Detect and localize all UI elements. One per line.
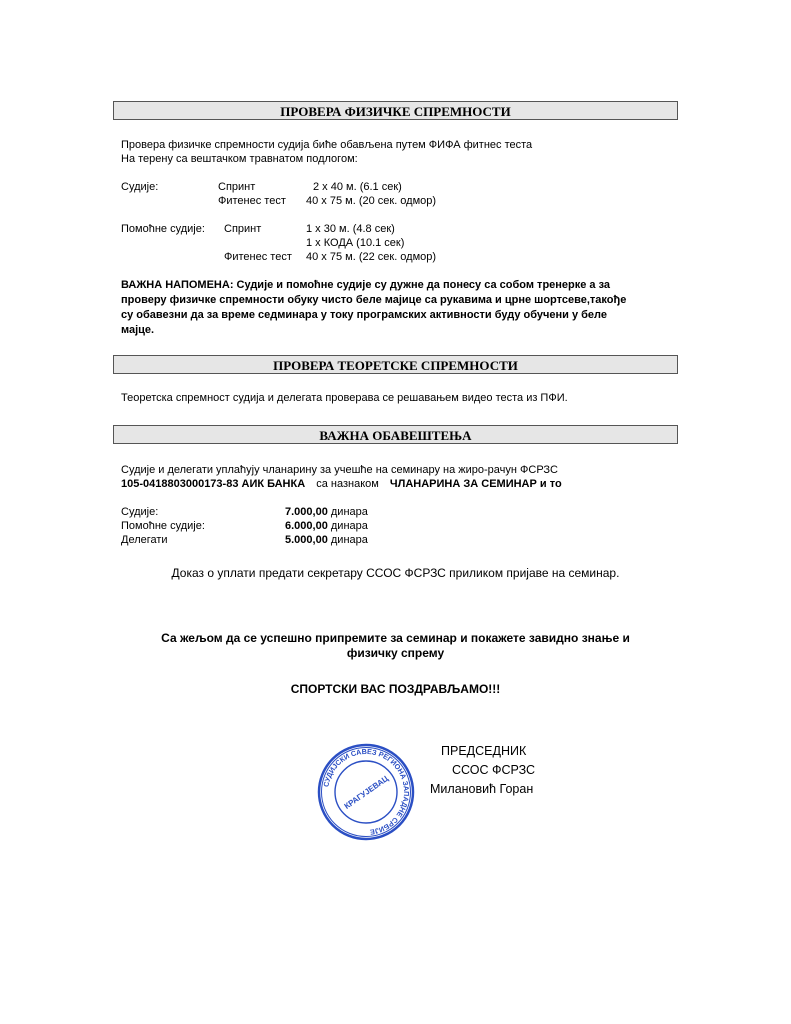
important-note-line3: су обавезни да за време седминара у току програмских активности буду обучени у беле (121, 309, 608, 321)
important-note-line2: проверу физичке спремности обуку чисто беле мајице са рукавима и црне шортсеве,такође (121, 294, 627, 306)
closing-wish-line1: Са жељом да се успешно припремите за семинар и покажете завидно знање и (161, 631, 630, 645)
fee-currency-assistants: динара (330, 520, 368, 532)
ref-sprint-value: 2 х 40 м. (6.1 сек) (313, 181, 402, 193)
asst-sprint-name: Спринт (224, 223, 262, 235)
ref-fitness-value: 40 х 75 м. (20 сек. одмор) (306, 195, 437, 207)
fee-row-assistants (285, 520, 368, 532)
ref-sprint-name: Спринт (218, 181, 256, 193)
fee-label-referees: Судије: (121, 506, 159, 518)
fee-amount-assistants: 6.000,00 (285, 520, 328, 532)
fee-row-referees (285, 506, 368, 518)
notices-heading: ВАЖНА ОБАВЕШТЕЊА (113, 425, 678, 444)
asst-fitness-name: Фитенес тест (224, 251, 292, 263)
fee-amount-referees: 7.000,00 (285, 506, 328, 518)
important-note-line1: ВАЖНА НАПОМЕНА: Судије и помоћне судије су дужне да понесу са собом тренерке а за (121, 279, 611, 291)
with-note-text: са назнаком (316, 478, 379, 490)
referees-label: Судије: (121, 181, 159, 193)
assistants-label: Помоћне судије: (121, 223, 205, 235)
stamp-center-text: КРАГУЈЕВАЦ (342, 773, 390, 811)
signature-org: ССОС ФСРЗС (452, 763, 536, 777)
theory-text: Теоретска спремност судија и делегата проверава се решавањем видео теста из ПФИ. (121, 392, 568, 404)
ref-fitness-name: Фитенес тест (218, 195, 286, 207)
fee-currency-delegates: динара (330, 534, 368, 546)
closing-greeting: СПОРТСКИ ВАС ПОЗДРАВЉАМО!!! (290, 682, 501, 696)
signature-name: Милановић Горан (430, 782, 534, 796)
notices-line1: Судије и делегати уплаћују чланарину за учешће на семинару на жиро-рачун ФСРЗС (121, 464, 558, 476)
fee-row-delegates (285, 534, 368, 546)
important-note-line4: мајце. (121, 324, 155, 336)
theory-heading: ПРОВЕРА ТЕОРЕТСКЕ СПРЕМНОСТИ (113, 355, 678, 374)
payment-purpose: ЧЛАНАРИНА ЗА СЕМИНАР и то (389, 478, 562, 490)
fee-label-assistants: Помоћне судије: (121, 520, 205, 532)
asst-fitness-value: 40 х 75 м. (22 сек. одмор) (306, 251, 437, 263)
payment-line (121, 478, 562, 490)
fitness-intro-line2: На терену са вештачком травнатом подлогом: (121, 153, 358, 165)
bank-account: 105-0418803000173-83 АИК БАНКА (121, 478, 306, 490)
asst-koda-value: 1 х КОДА (10.1 сек) (306, 237, 405, 249)
fee-amount-delegates: 5.000,00 (285, 534, 328, 546)
fee-label-delegates: Делегати (121, 534, 168, 546)
closing-wish-line2: физичку спрему (346, 646, 445, 660)
official-stamp (316, 742, 416, 842)
fee-currency-referees: динара (330, 506, 368, 518)
asst-sprint-value: 1 х 30 м. (4.8 сек) (306, 223, 395, 235)
fitness-intro-line1: Провера физичке спремности судија биће обављена путем ФИФА фитнес теста (121, 139, 533, 151)
payment-proof-text: Доказ о уплати предати секретару ССОС ФСРЗС приликом пријаве на семинар. (171, 566, 620, 580)
fitness-heading: ПРОВЕРА ФИЗИЧКЕ СПРЕМНОСТИ (113, 101, 678, 120)
stamp-ring-text: СУДИЈСКИ САВЕЗ РЕГИОНА ЗАПАДНЕ СРБИЈЕ (321, 746, 412, 837)
signature-title: ПРЕДСЕДНИК (441, 744, 527, 758)
